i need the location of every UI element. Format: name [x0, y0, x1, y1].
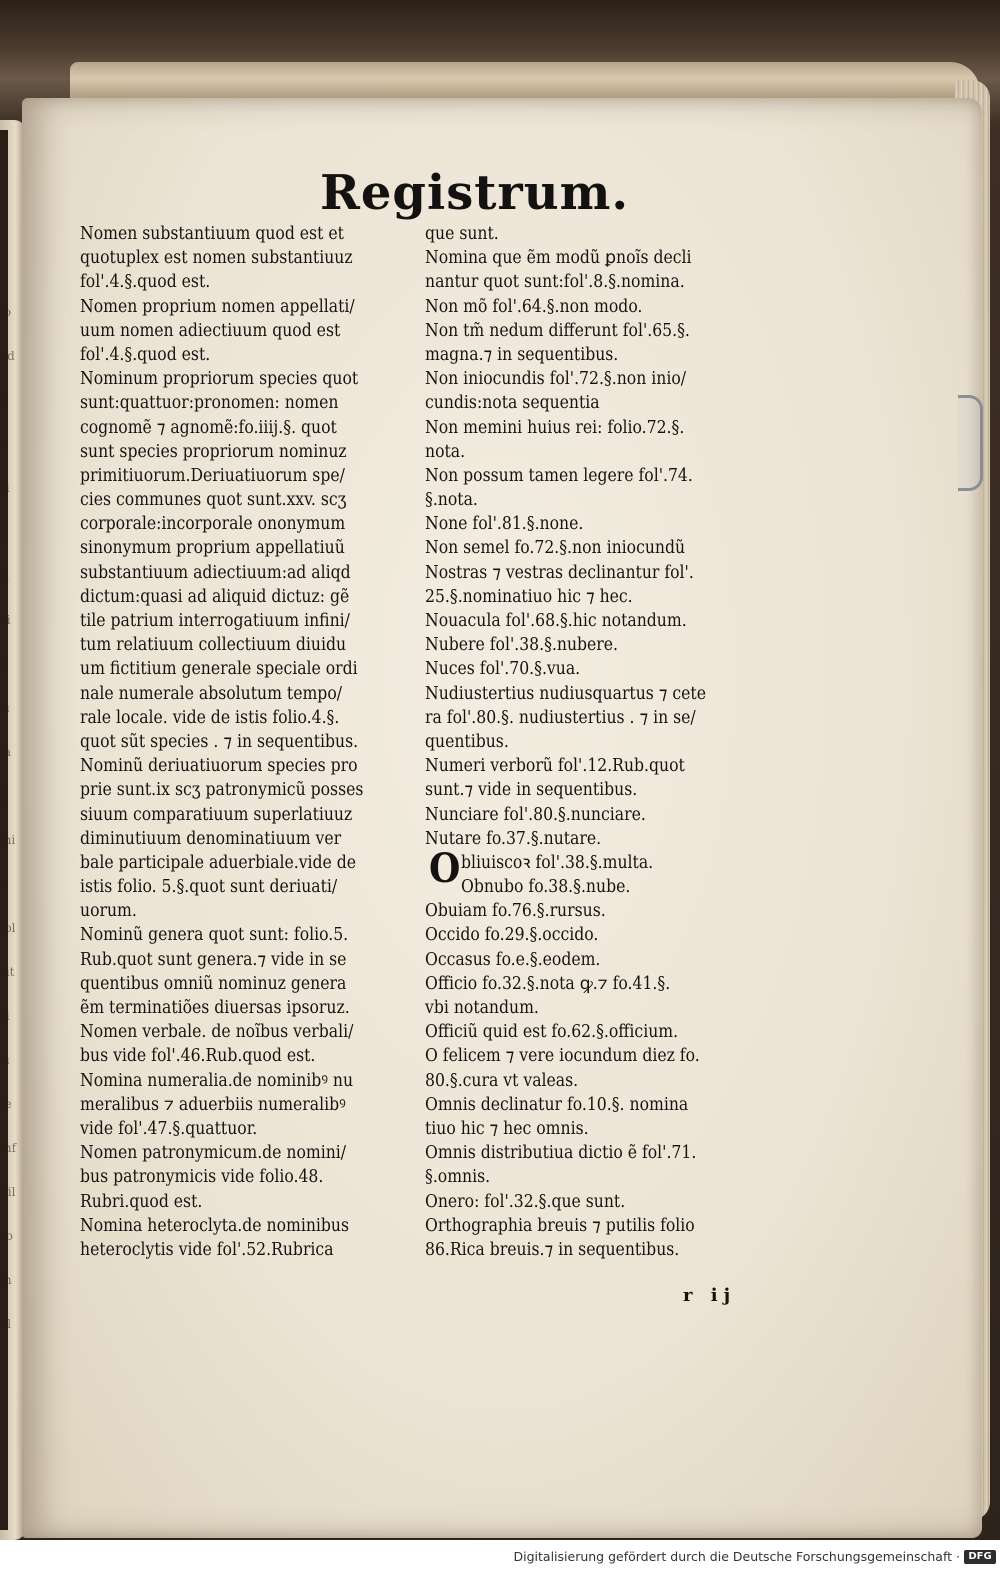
text-line: uum nomen adiectiuum quod est: [80, 320, 341, 341]
text-line: substantiuum adiectiuum:ad aliqd: [80, 562, 351, 583]
text-line: primitiuorum.Deriuatiuorum spe/: [80, 465, 345, 486]
text-line: Nuces fol'.70.§.vua.: [425, 659, 581, 680]
text-line: Nomen verbale. de noĩbus verbali/: [80, 1022, 354, 1043]
text-line: Nominũ deriuatiuorum species pro: [80, 756, 358, 777]
text-line: 80.§.cura vt valeas.: [425, 1070, 579, 1091]
text-line: Nubere fol'.38.§.nubere.: [425, 635, 619, 656]
text-line: None fol'.81.§.none.: [425, 514, 584, 535]
text-line: Numeri verborũ fol'.12.Rub.quot: [425, 756, 685, 777]
text-line: Nomen proprium nomen appellati/: [80, 296, 355, 317]
text-line: bus vide fol'.46.Rub.quod est.: [80, 1046, 316, 1067]
text-line: Nostras ⁊ vestras declinantur fol'.: [425, 562, 694, 583]
text-line: rale locale. vide de istis folio.4.§.: [80, 707, 340, 728]
margin-fragment: fe: [0, 1097, 12, 1111]
margin-fragment: inf: [0, 1141, 17, 1155]
text-line: Nomina heteroclyta.de nominibus: [80, 1215, 350, 1236]
text-line: quot sũt species . ⁊ in sequentibus.: [80, 731, 359, 752]
text-line: quentibus omniũ nominuz genera: [80, 973, 347, 994]
text-line: 86.Rica breuis.⁊ in sequentibus.: [425, 1239, 680, 1260]
margin-fragment: lo: [0, 305, 12, 319]
text-line: Non semel fo.72.§.non iniocundũ: [425, 538, 686, 559]
text-line: corporale:incorporale ononymum: [80, 514, 346, 535]
text-line: Nutare fo.37.§.nutare.: [425, 828, 602, 849]
left-column: [80, 222, 410, 1262]
text-line: bus patronymicis vide folio.48.: [80, 1167, 324, 1188]
margin-fragment: a: [0, 877, 8, 891]
text-line: nale numerale absolutum tempo/: [80, 683, 343, 704]
margin-fragment: u: [0, 437, 8, 451]
text-line: Non tm̃ nedum differunt fol'.65.§.: [425, 320, 690, 341]
text-line: Officiũ quid est fo.62.§.officium.: [425, 1022, 679, 1043]
footer-credit: Digitalisierung gefördert durch die Deutsche Forschungsgemeinschaft ·: [513, 1549, 960, 1564]
text-line: sunt.⁊ vide in sequentibus.: [425, 780, 638, 801]
text-line: §.omnis.: [425, 1167, 491, 1188]
text-line: sunt species propriorum nominuz: [80, 441, 347, 462]
text-line: vbi notandum.: [425, 998, 539, 1019]
text-line: Non iniocundis fol'.72.§.non inio/: [425, 369, 687, 390]
left-margin-fragments: [0, 300, 26, 1400]
text-line: prie sunt.ix scʒ patronymicũ posses: [80, 780, 364, 801]
text-line: sinonymum proprium appellatiuũ: [80, 538, 345, 559]
text-line: Nunciare fol'.80.§.nunciare.: [425, 804, 646, 825]
text-line: fol'.4.§.quod est.: [80, 344, 211, 365]
initial-letter-o: O: [429, 844, 461, 892]
text-line: dictum:quasi ad aliquid dictuz: gẽ: [80, 586, 350, 607]
text-line: quentibus.: [425, 731, 509, 752]
signature-mark: r ij: [683, 1285, 737, 1306]
margin-fragment: in: [0, 1273, 12, 1287]
text-line: Nomina numeralia.de nominibꝰ nu: [80, 1070, 354, 1091]
text-line: magna.⁊ in sequentibus.: [425, 344, 619, 365]
text-line: §.nota.: [425, 490, 478, 511]
text-line: Nomen patronymicum.de nomini/: [80, 1143, 347, 1164]
text-line: sunt:quattuor:pronomen: nomen: [80, 393, 339, 414]
page-heading: Registrum.: [320, 165, 630, 221]
text-line: O felicem ⁊ vere iocundum diez fo.: [425, 1046, 700, 1067]
text-line: Nouacula fol'.68.§.hic notandum.: [425, 611, 687, 631]
text-line: vide fol'.47.§.quattuor.: [80, 1118, 258, 1139]
text-line: Nominũ genera quot sunt: folio.5.: [80, 925, 349, 946]
text-line: Omnis distributiua dictio ẽ fol'.71.: [425, 1143, 697, 1164]
text-line: nantur quot sunt:fol'.8.§.nomina.: [425, 272, 685, 293]
text-line: Orthographia breuis ⁊ putilis folio: [425, 1215, 695, 1236]
right-column: [425, 222, 765, 1262]
initial-o-block: [425, 844, 765, 899]
text-line: Omnis declinatur fo.10.§. nomina: [425, 1094, 689, 1115]
margin-fragment: §: [0, 789, 6, 803]
margin-fragment: ri: [0, 1053, 10, 1067]
text-line: Nominum propriorum species quot: [80, 369, 359, 390]
margin-fragment: §: [0, 393, 6, 407]
text-line: cundis:nota sequentia: [425, 393, 600, 414]
margin-fragment: ia: [0, 745, 11, 759]
text-line: um fictitium generale speciale ordi: [80, 659, 358, 680]
margin-fragment: ol: [0, 1317, 12, 1331]
margin-fragment: mi: [0, 833, 16, 847]
text-line: tiuo hic ⁊ hec omnis.: [425, 1118, 589, 1139]
margin-fragment: §: [0, 657, 6, 671]
margin-fragment: ri: [0, 481, 10, 495]
text-line: siuum comparatiuum superlatiuuz: [80, 804, 353, 825]
text-line: bliuiscoꝛ fol'.38.§.multa.: [461, 852, 654, 873]
margin-fragment: rit: [0, 965, 15, 979]
margin-fragment: hil: [0, 1185, 16, 1199]
text-line: Onero: fol'.32.§.que sunt.: [425, 1191, 626, 1212]
text-line: 25.§.nominatiuo hic ⁊ hec.: [425, 586, 633, 607]
text-line: Rub.quot sunt genera.⁊ vide in se: [80, 949, 347, 970]
text-line: Officio fo.32.§.nota ꝙ.⁊ fo.41.§.: [425, 973, 671, 994]
text-line: ẽm terminatiões diuersas ipsoruz.: [80, 998, 350, 1018]
margin-fragment: ci: [0, 613, 11, 627]
text-line: istis folio. 5.§.quot sunt deriuati/: [80, 877, 338, 898]
text-line: cies communes quot sunt.xxv. scʒ: [80, 490, 347, 511]
text-line: Rubri.quod est.: [80, 1191, 203, 1212]
text-line: uorum.: [80, 901, 137, 922]
text-line: fol'.4.§.quod est.: [80, 272, 211, 293]
text-line: Non possum tamen legere fol'.74.: [425, 465, 693, 486]
page-clip: [958, 395, 983, 491]
text-line: Occasus fo.e.§.eodem.: [425, 949, 601, 970]
text-line: Obuiam fo.76.§.rursus.: [425, 901, 606, 922]
dfg-logo: DFG: [964, 1550, 996, 1564]
text-line: meralibus ⁊ aduerbiis numeralibꝰ: [80, 1094, 346, 1115]
margin-fragment: fol: [0, 921, 16, 935]
text-line: tum relatiuum collectiuum diuidu: [80, 635, 347, 656]
book-top-edge: [70, 62, 980, 102]
margin-fragment: ro: [0, 1229, 13, 1243]
text-line: ra fol'.80.§. nudiustertius . ⁊ in se/: [425, 707, 696, 728]
margin-fragment: §: [0, 525, 6, 539]
text-line: Occido fo.29.§.occido.: [425, 925, 599, 946]
text-line: heteroclytis vide fol'.52.Rubrica: [80, 1239, 334, 1260]
text-line: diminutiuum denominatiuum ver: [80, 828, 342, 849]
text-line: Non mõ fol'.64.§.non modo.: [425, 296, 643, 317]
text-line: que sunt.: [425, 224, 499, 244]
text-line: Non memini huius rei: folio.72.§.: [425, 417, 685, 438]
margin-fragment: ri: [0, 1009, 10, 1023]
text-line: bale participale aduerbiale.vide de: [80, 852, 357, 873]
text-line: cognomẽ ⁊ agnomẽ:fo.iiij.§. quot: [80, 417, 337, 438]
margin-fragment: ti: [0, 569, 9, 583]
text-line: tile patrium interrogatiuum infini/: [80, 611, 350, 631]
text-line: quotuplex est nomen substantiuuz: [80, 248, 353, 269]
text-line: Nomina que ẽm modũ ꝑnoĩs decli: [425, 248, 692, 269]
text-line: Nomen substantiuum quod est et: [80, 224, 344, 244]
text-line: Nudiustertius nudiusquartus ⁊ cete: [425, 683, 706, 704]
text-line: nota.: [425, 441, 466, 462]
margin-fragment: ad: [0, 349, 15, 363]
text-line: Obnubo fo.38.§.nube.: [461, 877, 631, 898]
margin-fragment: ri: [0, 701, 10, 715]
